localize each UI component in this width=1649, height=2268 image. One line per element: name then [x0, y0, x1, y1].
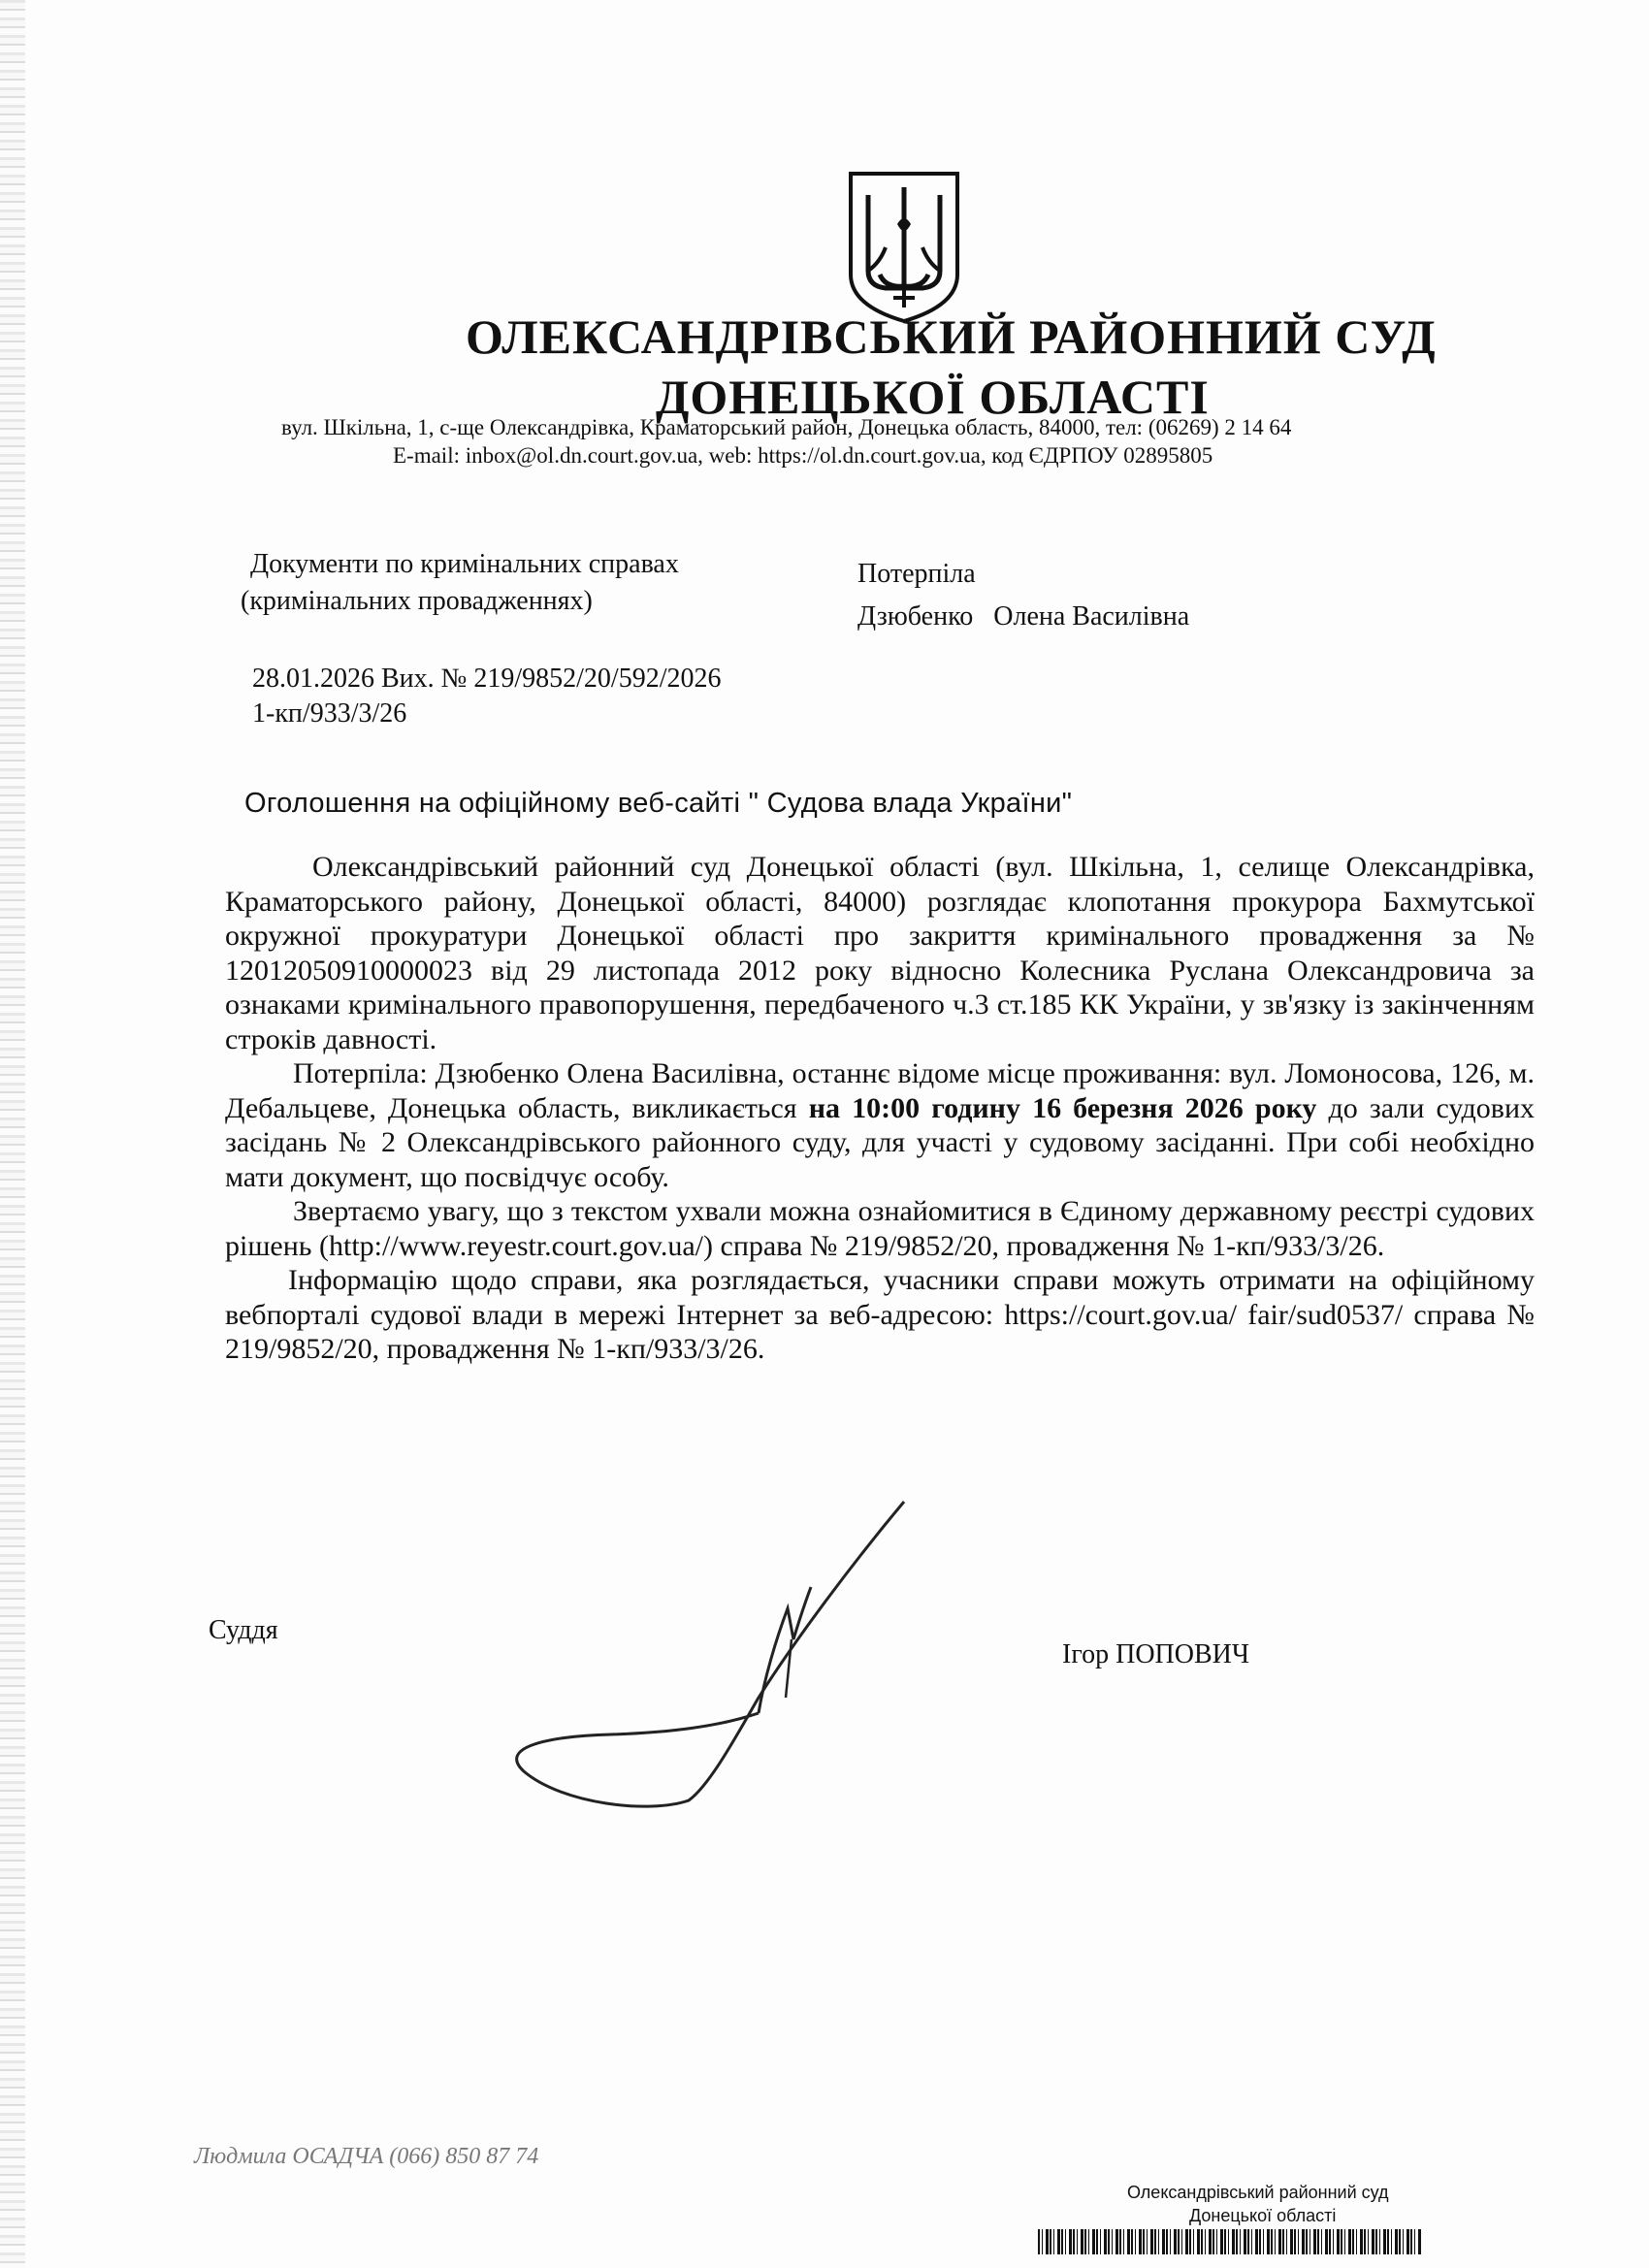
paragraph-2-text-start: Потерпіла: Дзюбенко Олена Василівна, останнє відоме місце проживання: вул. Ломоносова, 126, м. Дебальцеве, Донецька область, викликається [225, 1057, 1535, 1124]
barcode-icon [1038, 2229, 1421, 2254]
paragraph-1 [225, 850, 1535, 1056]
paragraph-4 [225, 1263, 1535, 1367]
announcement-title: Оголошення на офіційному веб-сайті " Судова влада України" [244, 788, 1073, 819]
paragraph-2-text-end: до зали судових засідань № 2 Олександрівського районного суду, для участі у судовому засіданні. При собі необхідно мати документ, що посвідчує особу. [225, 1091, 1535, 1193]
court-name-line2: ДОНЕЦЬКОЇ ОБЛАСТІ [656, 370, 1210, 424]
paragraph-1-text: Олександрівський районний суд Донецької області (вул. Шкільна, 1, селище Олександрівка, Краматорського району, Донецької області, 84000) розглядає клопотання прокурора Бахмутської окружної прокуратури Донецької області про закриття кримінального провадження за № 12012050910000023 від 29 листопада 2012 року відносно Колесника Руслана Олександровича за ознаками кримінального правопорушення, передбаченого ч.3 ст.185 КК України, у зв'язку із закінченням строків давності. [225, 851, 1535, 1055]
signature-role: Суддя [209, 1615, 278, 1645]
stamp-region: Донецької області [1189, 2206, 1337, 2225]
outgoing-number: 28.01.2026 Вих. № 219/9852/20/592/2026 [252, 664, 722, 694]
scan-edge-artifact [0, 0, 25, 2268]
recipient-name: Дзюбенко Олена Василівна [857, 601, 1190, 632]
signature-name: Ігор ПОПОВИЧ [1062, 1639, 1250, 1669]
recipient-role: Потерпіла [857, 559, 976, 589]
case-number: 1-кп/933/3/26 [252, 698, 407, 729]
hearing-datetime: на 10:00 годину 16 березня 2026 року [808, 1091, 1317, 1124]
court-contacts: E-mail: inbox@ol.dn.court.gov.ua, web: https://ol.dn.court.gov.ua, код ЄДРПОУ 02895805 [393, 443, 1213, 468]
paragraph-3-text: Звертаємо увагу, що з текстом ухвали можна ознайомитися в Єдиному державному реєстрі судових рішень (http://www.reyestr.court.gov.ua/) справа № 219/9852/20, провадження № 1-кп/933/3/26. [225, 1195, 1535, 1262]
paragraph-2 [225, 1056, 1535, 1194]
executor-contact: Людмила ОСАДЧА (066) 850 87 74 [194, 2144, 539, 2169]
court-name-line1: ОЛЕКСАНДРІВСЬКИЙ РАЙОННИЙ СУД [466, 309, 1437, 364]
handwritten-signature-icon [504, 1494, 941, 1814]
document-category-line2: (кримінальних провадженнях) [241, 586, 593, 616]
document-body [225, 850, 1535, 1367]
stamp-court-name: Олександрівський районний суд [1127, 2183, 1389, 2202]
paragraph-3 [225, 1194, 1535, 1263]
document-category-line1: Документи по кримінальних справах [250, 549, 679, 579]
coat-of-arms-icon [847, 170, 961, 325]
paragraph-4-text: Інформацію щодо справи, яка розглядається, учасники справи можуть отримати на офіційному вебпорталі судової влади в мережі Інтернет за веб-адресою: https://court.gov.ua/ fair/sud0537/ справа № 219/9852/20, провадження № 1-кп/933/3/26. [225, 1264, 1535, 1365]
court-address: вул. Шкільна, 1, с-ще Олександрівка, Краматорський район, Донецька область, 84000, тел: (06269) 2 14 64 [281, 415, 1292, 439]
